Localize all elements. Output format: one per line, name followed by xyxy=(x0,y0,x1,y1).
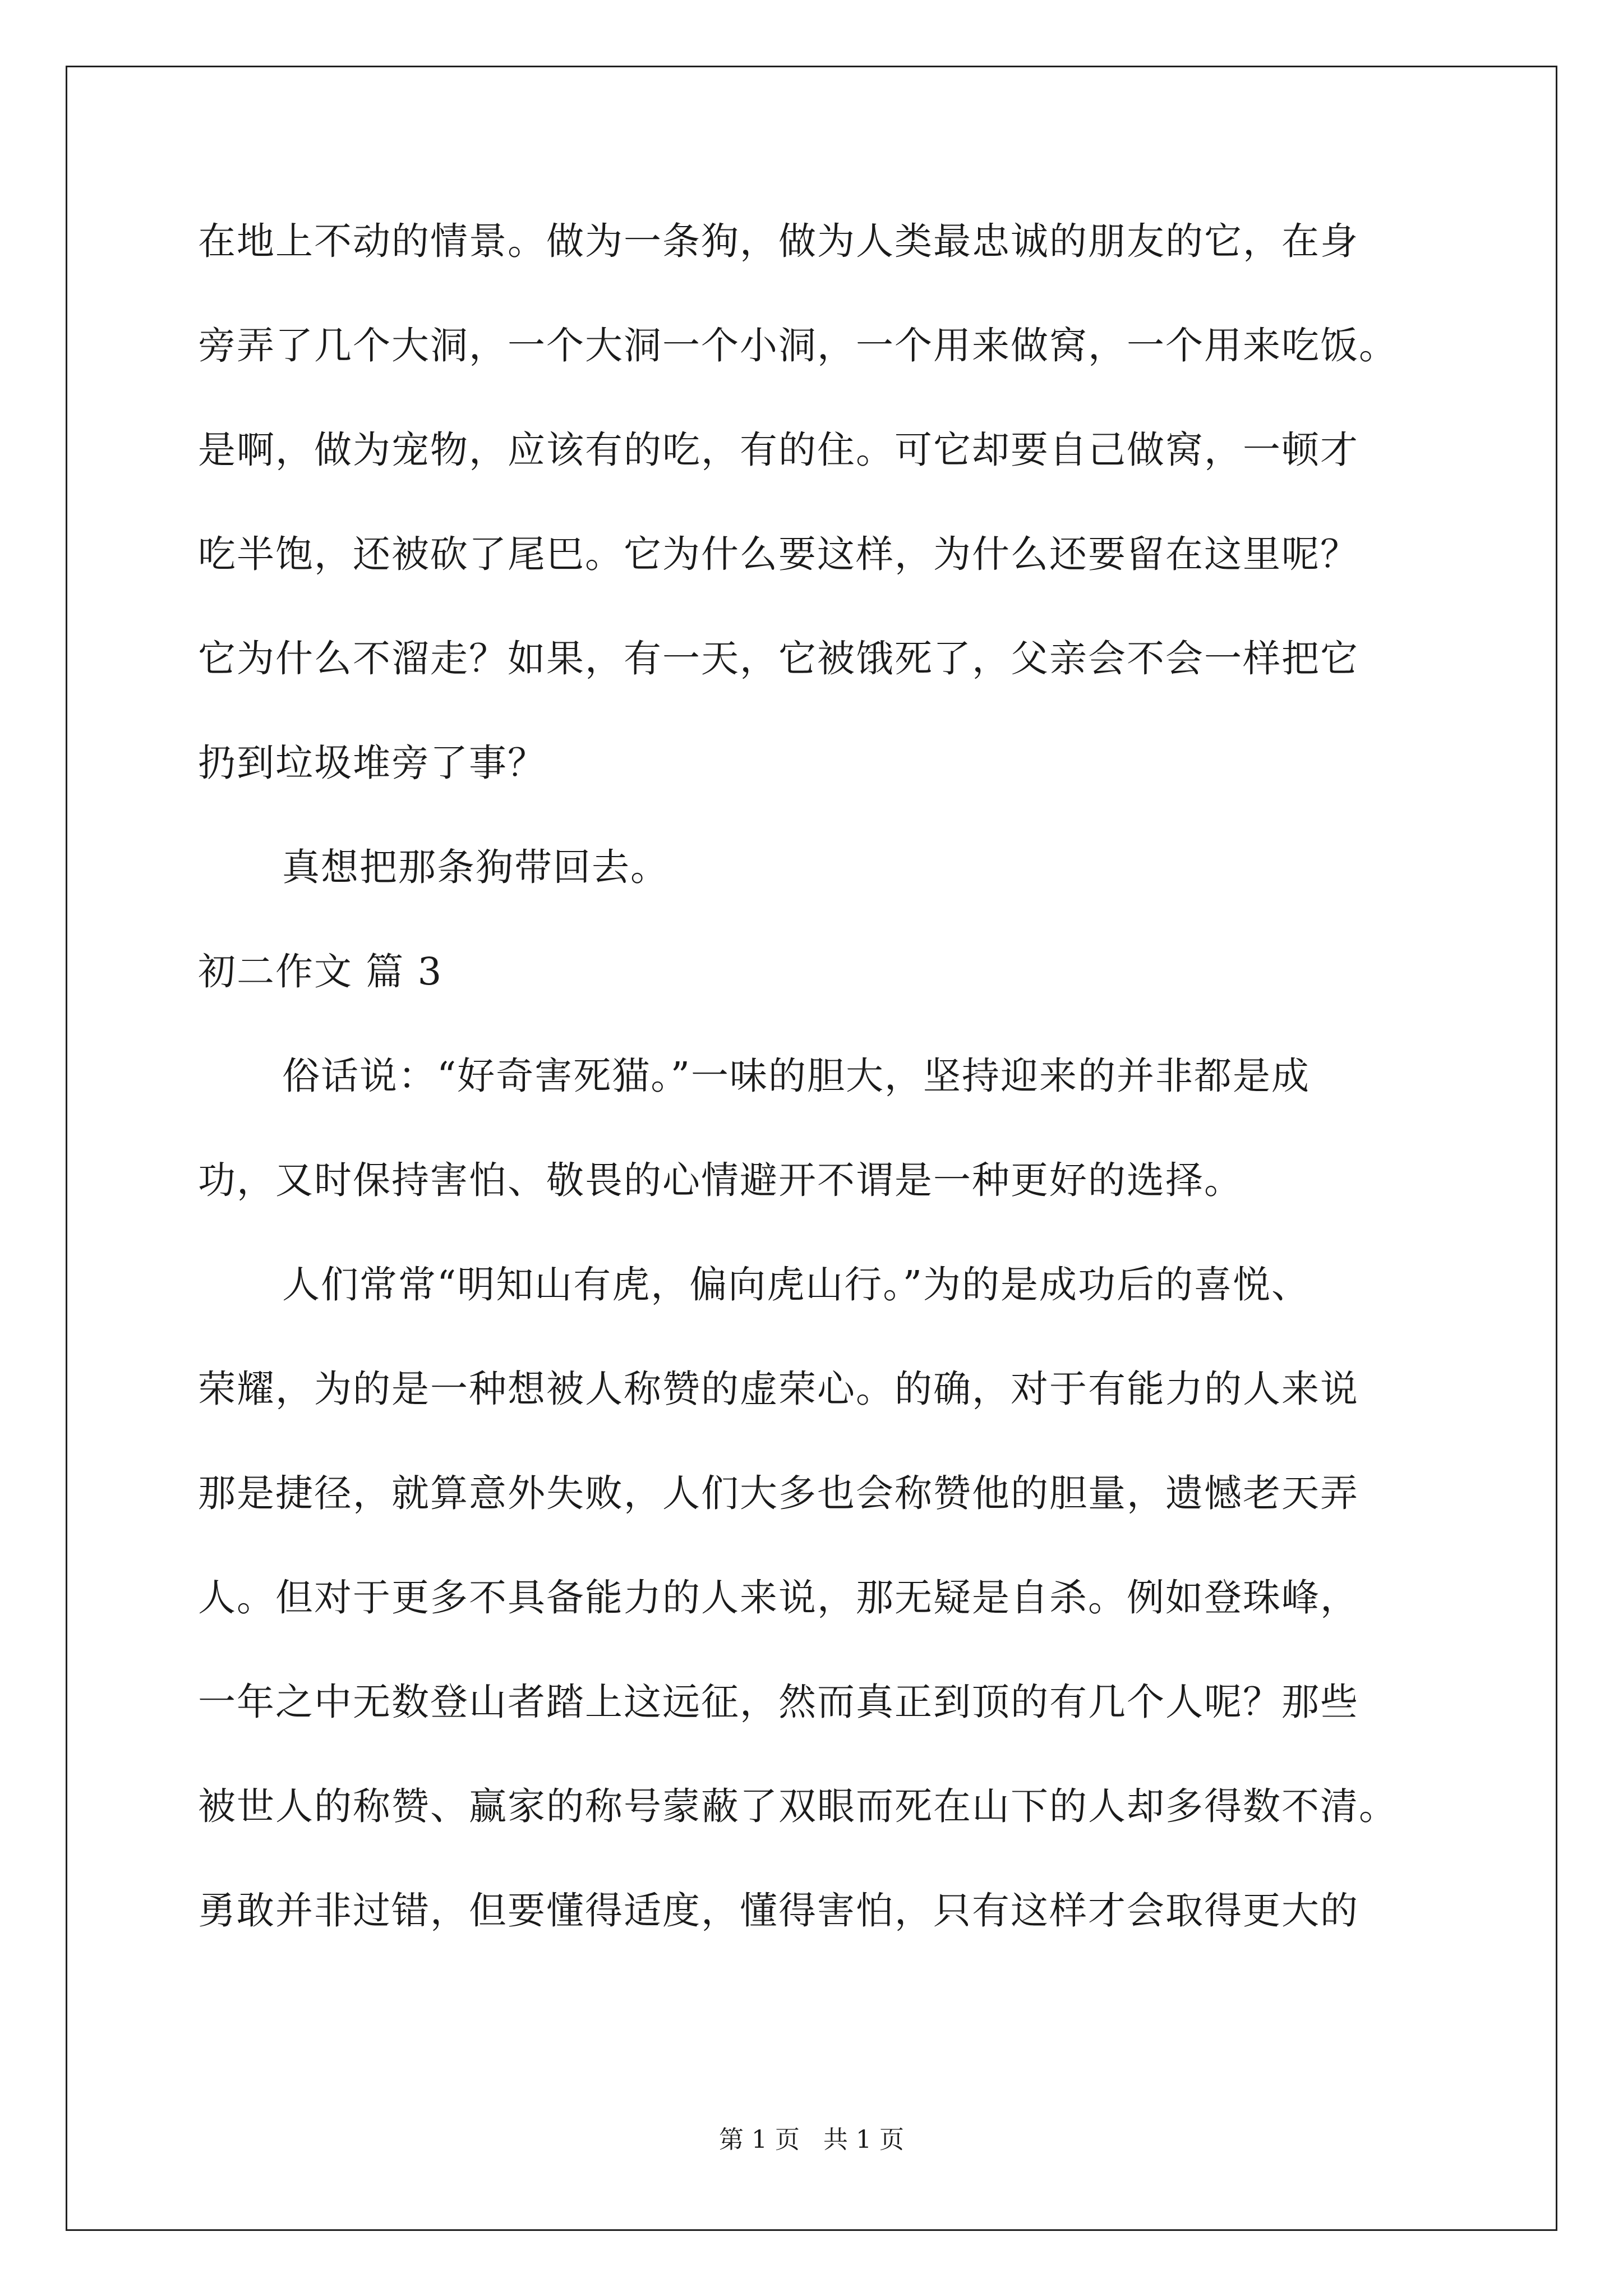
text-line: 在地上不动的情景。做为一条狗，做为人类最忠诚的朋友的它，在身 xyxy=(198,219,1359,263)
text-line: 被世人的称赞、赢家的称号蒙蔽了双眼而死在山下的人却多得数不清。 xyxy=(198,1784,1398,1828)
text-line: 旁弄了几个大洞，一个大洞一个小洞，一个用来做窝，一个用来吃饭。 xyxy=(198,324,1398,367)
text-line: 功，又时保持害怕、敬畏的心情避开不谓是一种更好的选择。 xyxy=(198,1158,1243,1202)
text-line: 吃半饱，还被砍了尾巴。它为什么要这样，为什么还要留在这里呢？ xyxy=(198,532,1359,576)
page-number: 第 1 页 共 1 页 xyxy=(719,2125,904,2154)
text-line: 它为什么不溜走？如果，有一天，它被饿死了，父亲会不会一样把它 xyxy=(198,637,1359,680)
text-line: 那是捷径，就算意外失败，人们大多也会称赞他的胆量，遗憾老天弄 xyxy=(198,1471,1359,1515)
text-line: 真想把那条狗带回去。 xyxy=(282,845,669,889)
text-line: 人们常常“明知山有虎，偏向虎山行。”为的是成功后的喜悦、 xyxy=(282,1263,1311,1306)
text-line: 俗话说：“好奇害死猫。”一味的胆大，坚持迎来的并非都是成 xyxy=(282,1054,1311,1098)
text-line: 一年之中无数登山者踏上这远征，然而真正到顶的有几个人呢？那些 xyxy=(198,1680,1359,1724)
text-line: 扔到垃圾堆旁了事？ xyxy=(198,741,546,785)
text-line: 是啊，做为宠物，应该有的吃，有的住。可它却要自己做窝，一顿才 xyxy=(198,428,1359,472)
section-heading: 初二作文 篇 3 xyxy=(198,950,443,993)
text-line: 人。但对于更多不具备能力的人来说，那无疑是自杀。例如登珠峰， xyxy=(198,1576,1359,1619)
text-line: 荣耀，为的是一种想被人称赞的虚荣心。的确，对于有能力的人来说 xyxy=(198,1367,1359,1411)
text-line: 勇敢并非过错，但要懂得适度，懂得害怕，只有这样才会取得更大的 xyxy=(198,1889,1359,1932)
